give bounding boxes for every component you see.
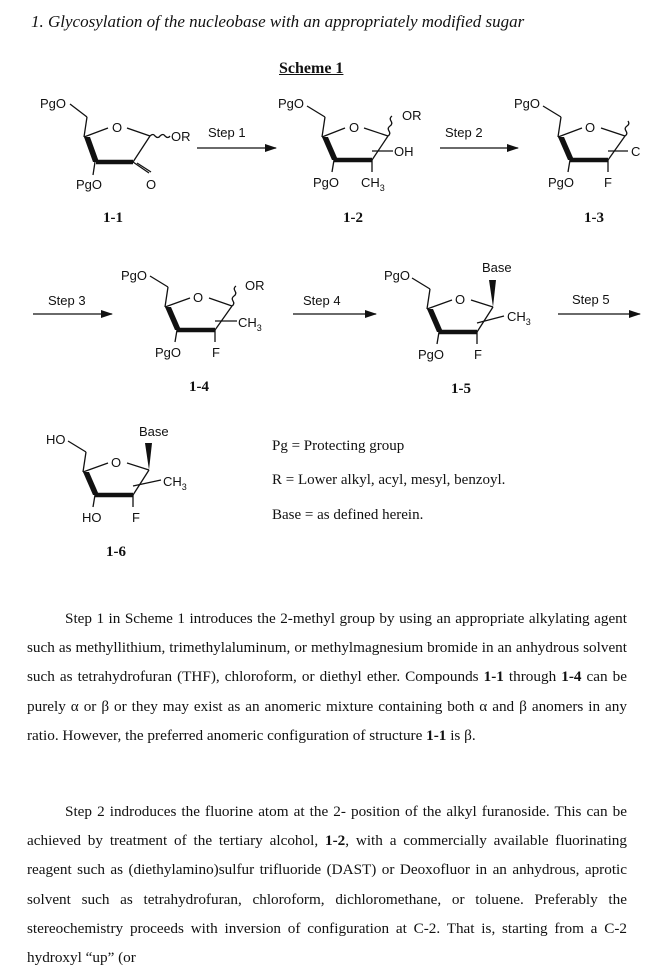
c2-fluoro-label: F — [604, 175, 612, 190]
compound-1-6 — [68, 441, 161, 507]
c2-methyl-label: $CH_3$ — [163, 474, 187, 492]
scheme-title: Scheme 1 — [279, 60, 344, 77]
base-label: Base — [482, 260, 512, 275]
compound-1-4 — [150, 276, 237, 342]
c5-label: PgO — [514, 96, 541, 111]
anomeric-label: OR — [245, 278, 265, 293]
ring-oxygen: O — [349, 120, 360, 135]
step-1-label: Step 1 — [208, 125, 246, 140]
step-2-label: Step 2 — [445, 125, 483, 140]
step-4-label: Step 4 — [303, 293, 341, 308]
c2-hydroxyl-label: OH — [394, 144, 414, 159]
c2-methyl-label: $CH_3$ — [238, 315, 262, 333]
compound-number: 1-4 — [189, 379, 209, 395]
c2-fluoro-label: F — [474, 347, 482, 362]
legend-protecting-group: Pg = Protecting group — [272, 438, 405, 454]
c3-label: PgO — [548, 175, 575, 190]
anomeric-label: OR — [402, 108, 422, 123]
c2-label: O — [146, 177, 157, 192]
compound-number: 1-1 — [103, 210, 123, 226]
c3-label: PgO — [313, 175, 340, 190]
section-heading: 1. Glycosylation of the nucleobase with an appropriately modified sugar — [31, 12, 525, 31]
legend-base: Base = as defined herein. — [272, 507, 424, 523]
paragraph-step-2: Step 2 indroduces the fluorine atom at the 2- position of the alkyl furanoside. This can be achieved by treatment of the tertiary alcohol, 1-2, with a commercially available fluorinating reagent such as (diethylamino)sulfur trifluoride (DAST) or Deoxofluor in an anhydrous, aprotic solvent such as tetrahydrofuran, chloroform, dichloromethane, or toluene. Preferably the stereochemistry proceeds with inversion of configuration at C-2. That is, starting from a C-2 hydroxyl “up” (or — [27, 803, 627, 967]
compound-number: 1-6 — [106, 544, 126, 560]
c5-label: PgO — [121, 268, 148, 283]
anomeric-label: OR — [171, 129, 191, 144]
ring-oxygen: O — [193, 290, 204, 305]
compound-1-2 — [307, 106, 393, 172]
compound-number: 1-3 — [584, 210, 604, 226]
ring-oxygen: O — [455, 292, 466, 307]
c5-label: HO — [46, 432, 66, 447]
c2-methyl-label: $CH_3$ — [361, 175, 385, 193]
paragraph-step-1: Step 1 in Scheme 1 introduces the 2-methyl group by using an appropriate alkylating agent such as methyllithium, trimethylaluminum, or methylmagnesium bromide in an anhydrous solvent such as tetrahydrofuran (THF), chloroform, or diethyl ether. Compounds 1-1 through 1-4 can be purely α or β or they may exist as an anomeric mixture containing both α and β anomers in any ratio. However, the preferred anomeric configuration of structure 1-1 is β. — [27, 610, 627, 744]
step-3-label: Step 3 — [48, 293, 86, 308]
c5-label: PgO — [40, 96, 67, 111]
c2-side-label: C — [631, 144, 641, 159]
ring-oxygen: O — [585, 120, 596, 135]
c3-label: PgO — [76, 177, 103, 192]
compound-number: 1-2 — [343, 210, 363, 226]
c3-label: HO — [82, 510, 102, 525]
c5-label: PgO — [278, 96, 305, 111]
ring-oxygen: O — [111, 455, 122, 470]
c3-label: PgO — [155, 345, 182, 360]
c2-methyl-label: $CH_3$ — [507, 309, 531, 327]
base-label: Base — [139, 424, 169, 439]
compound-1-5 — [412, 278, 504, 344]
compound-1-1 — [70, 104, 170, 175]
step-5-label: Step 5 — [572, 292, 610, 307]
c2-fluoro-label: F — [132, 510, 140, 525]
ring-oxygen: O — [112, 120, 123, 135]
compound-1-3 — [543, 106, 629, 172]
compound-number: 1-5 — [451, 381, 471, 397]
c3-label: PgO — [418, 347, 445, 362]
c2-fluoro-label: F — [212, 345, 220, 360]
c5-label: PgO — [384, 268, 411, 283]
legend-r-group: R = Lower alkyl, acyl, mesyl, benzoyl. — [272, 472, 506, 488]
